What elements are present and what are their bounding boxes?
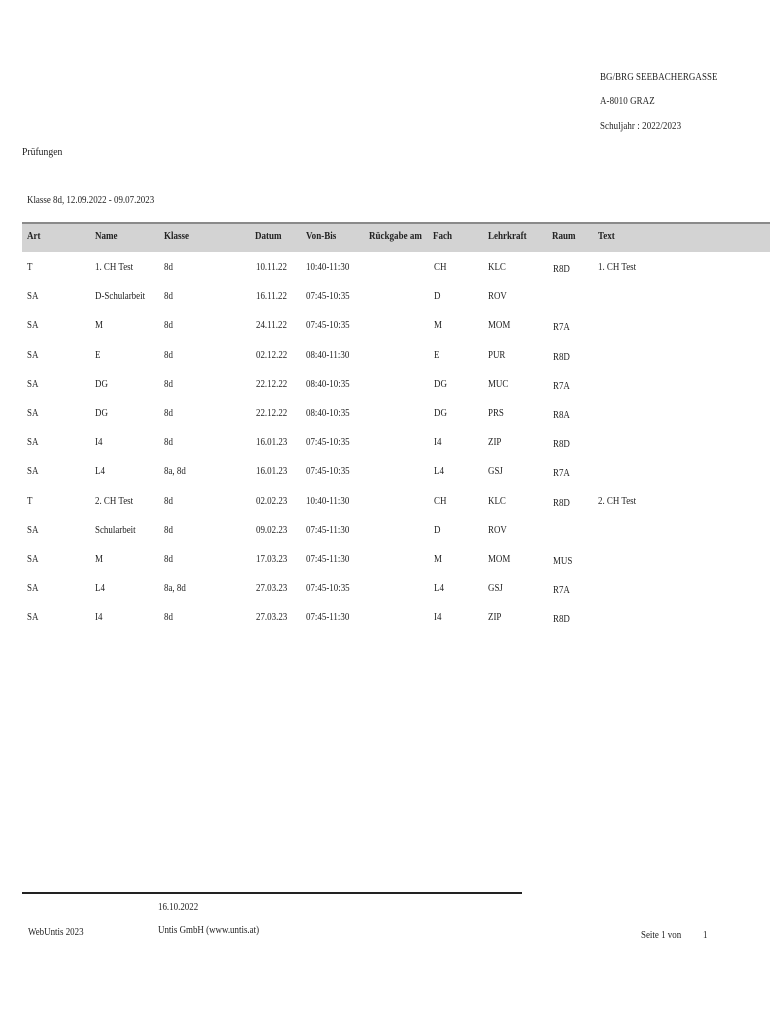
- cell-lehrkraft: ZIP: [488, 612, 502, 624]
- cell-datum: 16.01.23: [256, 437, 288, 449]
- cell-art: SA: [27, 349, 39, 361]
- cell-lehrkraft: MOM: [488, 320, 511, 332]
- cell-raum: R8D: [553, 497, 570, 509]
- cell-name: DG: [95, 408, 108, 419]
- column-header-datum: Datum: [255, 230, 282, 242]
- cell-datum: 17.03.23: [256, 554, 288, 565]
- cell-klasse: 8d: [164, 554, 173, 565]
- cell-fach: M: [434, 554, 442, 565]
- cell-datum: 27.03.23: [256, 612, 288, 624]
- cell-text: 1. CH Test: [598, 262, 637, 273]
- cell-art: SA: [27, 583, 39, 595]
- cell-klasse: 8d: [164, 378, 173, 390]
- cell-name: I4: [95, 437, 103, 449]
- cell-lehrkraft: MOM: [488, 554, 511, 565]
- cell-art: SA: [27, 437, 39, 449]
- cell-vonbis: 08:40-10:35: [306, 378, 350, 390]
- cell-fach: D: [434, 524, 441, 536]
- class-period-subtitle: Klasse 8d, 12.09.2022 - 09.07.2023: [27, 195, 155, 206]
- column-header-klasse: Klasse: [164, 230, 190, 242]
- cell-klasse: 8d: [164, 612, 173, 624]
- cell-lehrkraft: PRS: [488, 408, 504, 419]
- cell-name: M: [95, 320, 103, 332]
- cell-art: SA: [27, 291, 39, 303]
- column-header-art: Art: [27, 230, 41, 242]
- cell-lehrkraft: ROV: [488, 524, 507, 536]
- cell-art: T: [27, 262, 33, 273]
- cell-vonbis: 07:45-10:35: [306, 320, 350, 332]
- cell-raum: R7A: [553, 380, 570, 392]
- cell-fach: CH: [434, 495, 447, 507]
- cell-klasse: 8d: [164, 262, 173, 273]
- cell-vonbis: 07:45-10:35: [306, 583, 350, 595]
- cell-name: 2. CH Test: [95, 495, 134, 507]
- cell-raum: R7A: [553, 468, 570, 480]
- cell-fach: CH: [434, 262, 447, 273]
- cell-datum: 10.11.22: [256, 262, 287, 273]
- cell-name: L4: [95, 466, 105, 478]
- cell-lehrkraft: ROV: [488, 291, 507, 303]
- cell-datum: 22.12.22: [256, 408, 288, 419]
- cell-lehrkraft: ZIP: [488, 437, 502, 449]
- cell-vonbis: 07:45-10:35: [306, 466, 350, 478]
- footer-page-label: Seite 1 von: [641, 930, 682, 941]
- cell-datum: 09.02.23: [256, 524, 288, 536]
- footer-page-total: 1: [703, 930, 708, 941]
- cell-art: SA: [27, 378, 39, 390]
- cell-klasse: 8d: [164, 291, 173, 303]
- cell-datum: 24.11.22: [256, 320, 287, 332]
- cell-art: SA: [27, 320, 39, 332]
- cell-vonbis: 07:45-10:35: [306, 291, 350, 303]
- cell-raum: R7A: [553, 585, 570, 597]
- column-header-lehrkraft: Lehrkraft: [488, 230, 527, 242]
- cell-vonbis: 10:40-11:30: [306, 262, 350, 273]
- cell-datum: 16.11.22: [256, 291, 287, 303]
- cell-klasse: 8d: [164, 524, 173, 536]
- cell-klasse: 8d: [164, 320, 173, 332]
- cell-lehrkraft: GSJ: [488, 583, 503, 595]
- cell-name: 1. CH Test: [95, 262, 134, 273]
- cell-fach: M: [434, 320, 442, 332]
- cell-fach: DG: [434, 378, 447, 390]
- cell-raum: R8A: [553, 410, 570, 421]
- cell-fach: D: [434, 291, 441, 303]
- cell-name: E: [95, 349, 101, 361]
- cell-vonbis: 07:45-11:30: [306, 524, 350, 536]
- cell-raum: MUS: [553, 556, 573, 567]
- cell-datum: 02.02.23: [256, 495, 288, 507]
- cell-art: SA: [27, 408, 39, 419]
- column-header-von-bis: Von-Bis: [306, 230, 337, 242]
- cell-klasse: 8d: [164, 437, 173, 449]
- school-year: Schuljahr : 2022/2023: [600, 121, 682, 132]
- cell-vonbis: 10:40-11:30: [306, 495, 350, 507]
- column-header-raum: Raum: [552, 230, 576, 242]
- cell-fach: I4: [434, 437, 442, 449]
- cell-fach: L4: [434, 466, 444, 478]
- cell-art: SA: [27, 612, 39, 624]
- cell-raum: R8D: [553, 614, 570, 626]
- cell-fach: L4: [434, 583, 444, 595]
- cell-art: SA: [27, 466, 39, 478]
- cell-lehrkraft: PUR: [488, 349, 506, 361]
- cell-name: L4: [95, 583, 105, 595]
- cell-datum: 16.01.23: [256, 466, 288, 478]
- cell-raum: R8D: [553, 439, 570, 451]
- cell-klasse: 8a, 8d: [164, 583, 186, 595]
- column-header-text: Text: [598, 230, 615, 242]
- school-name: BG/BRG SEEBACHERGASSE: [600, 72, 718, 83]
- footer-company: Untis GmbH (www.untis.at): [158, 925, 260, 936]
- column-header-fach: Fach: [433, 230, 453, 242]
- column-header-rueckgabe: Rückgabe am: [369, 230, 422, 242]
- cell-klasse: 8d: [164, 408, 173, 419]
- cell-art: SA: [27, 554, 39, 565]
- cell-datum: 27.03.23: [256, 583, 288, 595]
- footer-app: WebUntis 2023: [28, 927, 84, 938]
- column-header-name: Name: [95, 230, 118, 242]
- cell-fach: E: [434, 349, 440, 361]
- cell-klasse: 8a, 8d: [164, 466, 186, 478]
- cell-lehrkraft: KLC: [488, 495, 506, 507]
- cell-lehrkraft: MUC: [488, 378, 509, 390]
- cell-name: M: [95, 554, 103, 565]
- cell-name: I4: [95, 612, 103, 624]
- cell-fach: DG: [434, 408, 447, 419]
- cell-art: T: [27, 495, 33, 507]
- cell-klasse: 8d: [164, 495, 173, 507]
- cell-vonbis: 07:45-11:30: [306, 554, 350, 565]
- footer-divider: [22, 892, 522, 894]
- cell-fach: I4: [434, 612, 442, 624]
- cell-art: SA: [27, 524, 39, 536]
- footer-date: 16.10.2022: [158, 902, 199, 913]
- cell-lehrkraft: GSJ: [488, 466, 503, 478]
- cell-name: Schularbeit: [95, 524, 136, 536]
- page-title: Prüfungen: [22, 146, 63, 158]
- cell-name: DG: [95, 378, 108, 390]
- cell-raum: R8D: [553, 264, 570, 275]
- cell-lehrkraft: KLC: [488, 262, 506, 273]
- school-address: A-8010 GRAZ: [600, 96, 655, 107]
- cell-klasse: 8d: [164, 349, 173, 361]
- cell-vonbis: 08:40-10:35: [306, 408, 350, 419]
- cell-vonbis: 07:45-11:30: [306, 612, 350, 624]
- cell-datum: 22.12.22: [256, 378, 288, 390]
- cell-raum: R7A: [553, 322, 570, 334]
- cell-datum: 02.12.22: [256, 349, 288, 361]
- cell-text: 2. CH Test: [598, 495, 637, 507]
- cell-vonbis: 07:45-10:35: [306, 437, 350, 449]
- cell-raum: R8D: [553, 351, 570, 363]
- cell-vonbis: 08:40-11:30: [306, 349, 350, 361]
- cell-name: D-Schularbeit: [95, 291, 146, 303]
